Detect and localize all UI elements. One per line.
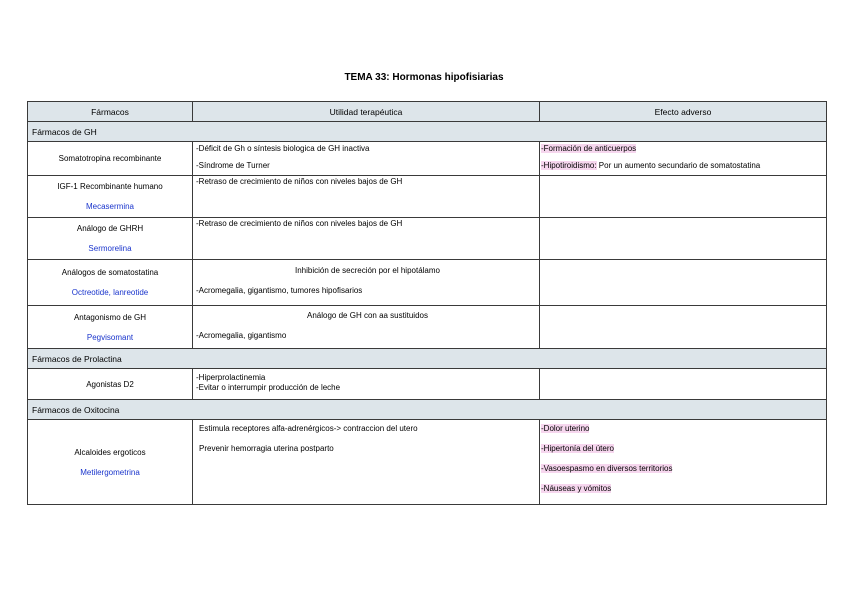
adverse-cell [540,260,827,306]
drug-name: IGF-1 Recombinante humano [57,182,163,191]
drug-cell [28,218,193,260]
adverse-cell [540,306,827,349]
drug-cell [28,260,193,306]
table-header-row [28,102,827,122]
use-line: -Acromegalia, gigantismo, tumores hipofisarios [196,286,363,295]
table-row [28,142,827,176]
use-cell [193,369,540,400]
section-gh-row [28,122,827,142]
drug-name: Alcaloides ergoticos [74,447,146,457]
use-line: Prevenir hemorragia uterina postparto [199,444,334,453]
drug-table [27,101,827,505]
use-heading: Análogo de GH con aa sustituidos [307,311,428,320]
drug-generic-name: Metilergometrina [80,467,140,477]
adverse-cell [540,218,827,260]
drug-cell [28,369,193,400]
use-cell [193,176,540,218]
adverse-line [541,161,826,170]
section-oxitocina: Fármacos de Oxitocina [28,400,827,420]
use-line: -Retraso de crecimiento de niños con niveles bajos de GH [196,177,403,186]
use-cell [193,420,540,505]
adverse-line [541,464,826,473]
use-cell [193,260,540,306]
drug-cell [28,176,193,218]
adverse-highlight: -Formación de anticuerpos [541,144,637,153]
section-prolactina-row [28,349,827,369]
table-row [28,218,827,260]
drug-generic-name: Sermorelina [88,244,132,253]
table-row [28,420,827,505]
table-row [28,369,827,400]
page-title: TEMA 33: Hormonas hipofisiarias [344,72,504,83]
table-row [28,306,827,349]
drug-cell [28,420,193,505]
drug-name: Análogo de GHRH [76,224,144,233]
adverse-line [541,144,826,153]
adverse-cell [540,142,827,176]
adverse-highlight: -Hipotiroidismo: [541,161,597,170]
use-line: -Síndrome de Turner [196,161,270,170]
use-line: -Evitar o interrumpir producción de leche [196,383,341,392]
drug-cell [28,306,193,349]
use-line: Estimula receptores alfa-adrenérgicos-> contraccion del utero [199,424,418,433]
use-cell [193,142,540,176]
use-line: -Déficit de Gh o síntesis biologica de GH inactiva [196,144,370,153]
header-utilidad: Utilidad terapéutica [193,102,540,122]
adverse-highlight: -Vasoespasmo en diversos territorios [541,464,673,473]
drug-generic-name: Mecasermina [85,202,134,211]
use-line: -Acromegalia, gigantismo [196,331,287,340]
adverse-text: Por un aumento secundario de somatostatina [596,161,761,170]
table-row [28,260,827,306]
drug-generic-name: Octreotide, lanreotide [71,288,149,297]
use-heading: Inhibición de secreción por el hipotálamo [295,266,440,275]
drug-name: Antagonismo de GH [73,312,147,322]
adverse-line [541,424,826,433]
drug-name: Somatotropina recombinante [58,154,162,163]
drug-cell [28,142,193,176]
adverse-highlight: -Náuseas y vómitos [541,484,612,493]
adverse-cell [540,176,827,218]
section-oxitocina-row [28,400,827,420]
use-line: -Retraso de crecimiento de niños con niveles bajos de GH [196,219,403,228]
use-cell [193,218,540,260]
adverse-highlight: -Hipertonía del útero [541,444,614,453]
drug-name: Agonistas D2 [86,379,134,389]
section-prolactina: Fármacos de Prolactina [28,349,827,369]
header-farmacos: Fármacos [28,102,193,122]
drug-name: Análogos de somatostatina [61,268,159,277]
adverse-highlight: -Dolor uterino [541,424,590,433]
adverse-cell [540,369,827,400]
adverse-cell [540,420,827,505]
section-gh: Fármacos de GH [28,122,827,142]
use-line: -Hiperprolactinemia [196,373,266,382]
table-row [28,176,827,218]
header-efecto: Efecto adverso [540,102,827,122]
adverse-line [541,484,826,493]
use-cell [193,306,540,349]
adverse-line [541,444,826,453]
drug-generic-name: Pegvisomant [86,332,134,342]
